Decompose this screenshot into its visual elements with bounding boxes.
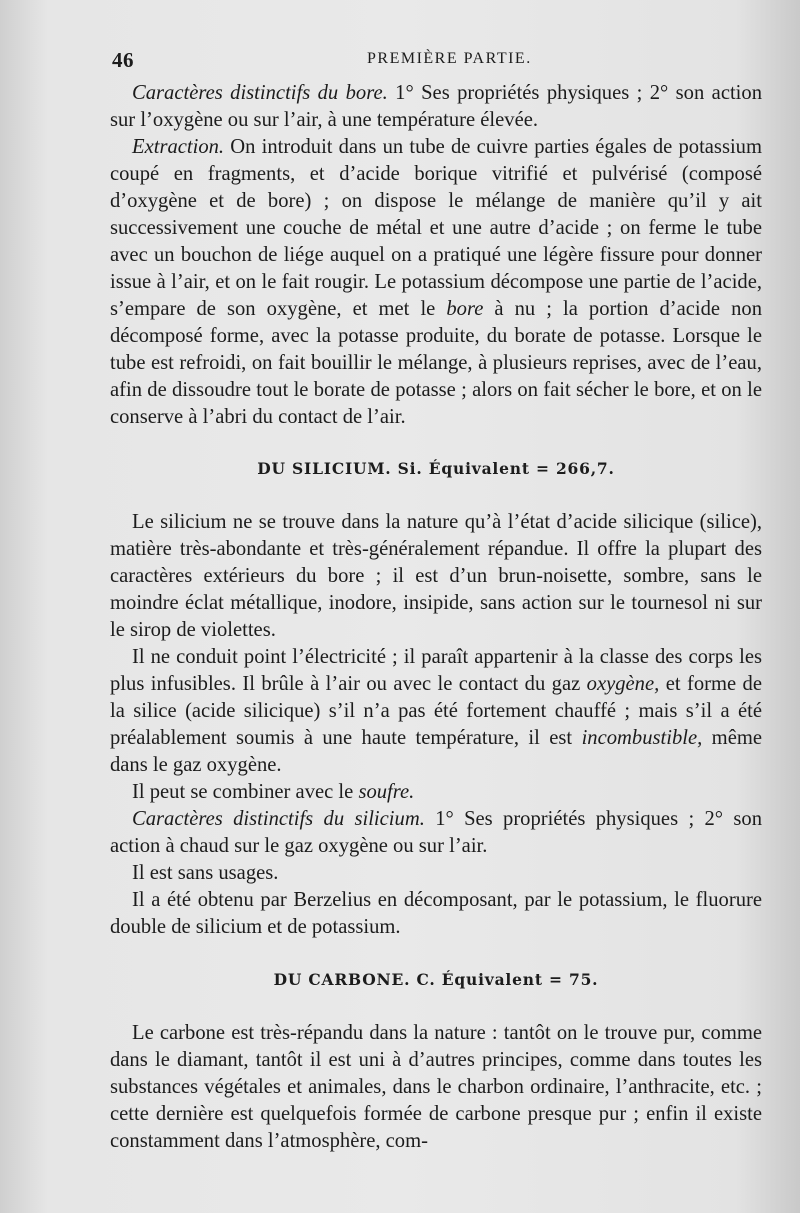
paragraph-text: même dans le gaz oxygène. bbox=[110, 727, 762, 776]
paragraph-text: Il ne conduit point l’électricité ; il paraît appartenir à la classe des corps les plus infusibles. Il brûle à l’air ou avec le contact du gaz bbox=[110, 646, 762, 695]
paragraph-bore-characteristics bbox=[110, 80, 762, 134]
paragraph-label: Extraction. bbox=[132, 136, 225, 158]
section-heading-carbone: DU CARBONE. C. Équivalent = 75. bbox=[273, 970, 599, 989]
italic-word: incombustible, bbox=[581, 727, 703, 749]
paragraph-text: à nu ; la portion d’acide non décomposé forme, avec la potasse produite, du borate de potasse. Lorsque le tube est refroidi, on fait bouillir le mélange, à plusieurs reprises, avec de l’eau, afin de dissoudre tout le borate de potasse ; alors on fait sécher le bore, et on le conserve à l’abri du contact de l’air. bbox=[110, 298, 762, 428]
paragraph-label: Caractères distinctifs du silicium. bbox=[132, 808, 425, 830]
paragraph-text: Il peut se combiner avec le bbox=[132, 781, 359, 803]
paragraph-silicium-1: Le silicium ne se trouve dans la nature qu’à l’état d’acide silicique (silice), matière très-abondante et très-généralement répandue. Il offre la plupart des caractères extérieurs du bore ; il est d’un brun-noisette, sombre, sans le moindre éclat métallique, inodore, insipide, sans action sur le tournesol ni sur le sirop de violettes. bbox=[110, 511, 762, 641]
italic-word: soufre. bbox=[358, 781, 415, 803]
italic-word: oxygène, bbox=[586, 673, 660, 695]
paragraph-silicium-berzelius: Il a été obtenu par Berzelius en décomposant, par le potassium, le fluorure double de silicium et de potassium. bbox=[110, 889, 762, 938]
paragraph-silicium-characteristics bbox=[110, 806, 762, 860]
section-heading-silicium: DU SILICIUM. Si. Équivalent = 266,7. bbox=[257, 459, 615, 478]
paragraph-extraction bbox=[110, 134, 762, 431]
paragraph-text: 1° Ses propriétés physiques ; 2° son action sur l’oxygène ou sur l’air, à une température élevée. bbox=[110, 82, 762, 131]
page-header bbox=[112, 48, 762, 78]
paragraph-silicium-2 bbox=[110, 644, 762, 779]
paragraph-text: 1° Ses propriétés physiques ; 2° son action à chaud sur le gaz oxygène ou sur l’air. bbox=[110, 808, 762, 857]
paragraph-carbone-1: Le carbone est très-répandu dans la nature : tantôt on le trouve pur, comme dans le diamant, tantôt il est uni à d’autres principes, comme dans toutes les substances végétales et animales, dans le charbon ordinaire, l’anthracite, etc. ; cette dernière est quelquefois formée de carbone presque pur ; enfin il existe constamment dans l’atmosphère, com- bbox=[110, 1022, 762, 1152]
paragraph-label: Caractères distinctifs du bore. bbox=[132, 82, 388, 104]
paragraph-silicium-3 bbox=[110, 779, 762, 806]
running-title: PREMIÈRE PARTIE. bbox=[367, 50, 532, 67]
page-number: 46 bbox=[112, 48, 134, 72]
paragraph-text: On introduit dans un tube de cuivre parties égales de potassium coupé en fragments, et d’acide borique vitrifié et pulvérisé (composé d’oxygène et de bore) ; on dispose le mélange de manière qu’il y ait successivement une couche de métal et une autre d’acide ; on ferme le tube avec un bouchon de liége auquel on a pratiqué une légère fissure pour donner issue à l’air, et on le fait rougir. Le potassium décompose une partie de l’acide, s’empare de son oxygène, et met le bbox=[110, 136, 762, 320]
paragraph-silicium-usages: Il est sans usages. bbox=[132, 862, 279, 884]
paragraph-text: et forme de la silice (acide silicique) s’il n’a pas été fortement chauffé ; mais s’il a été préalablement soumis à une haute température, il est bbox=[110, 673, 762, 749]
page-body bbox=[110, 80, 762, 1155]
italic-word: bore bbox=[446, 298, 484, 320]
